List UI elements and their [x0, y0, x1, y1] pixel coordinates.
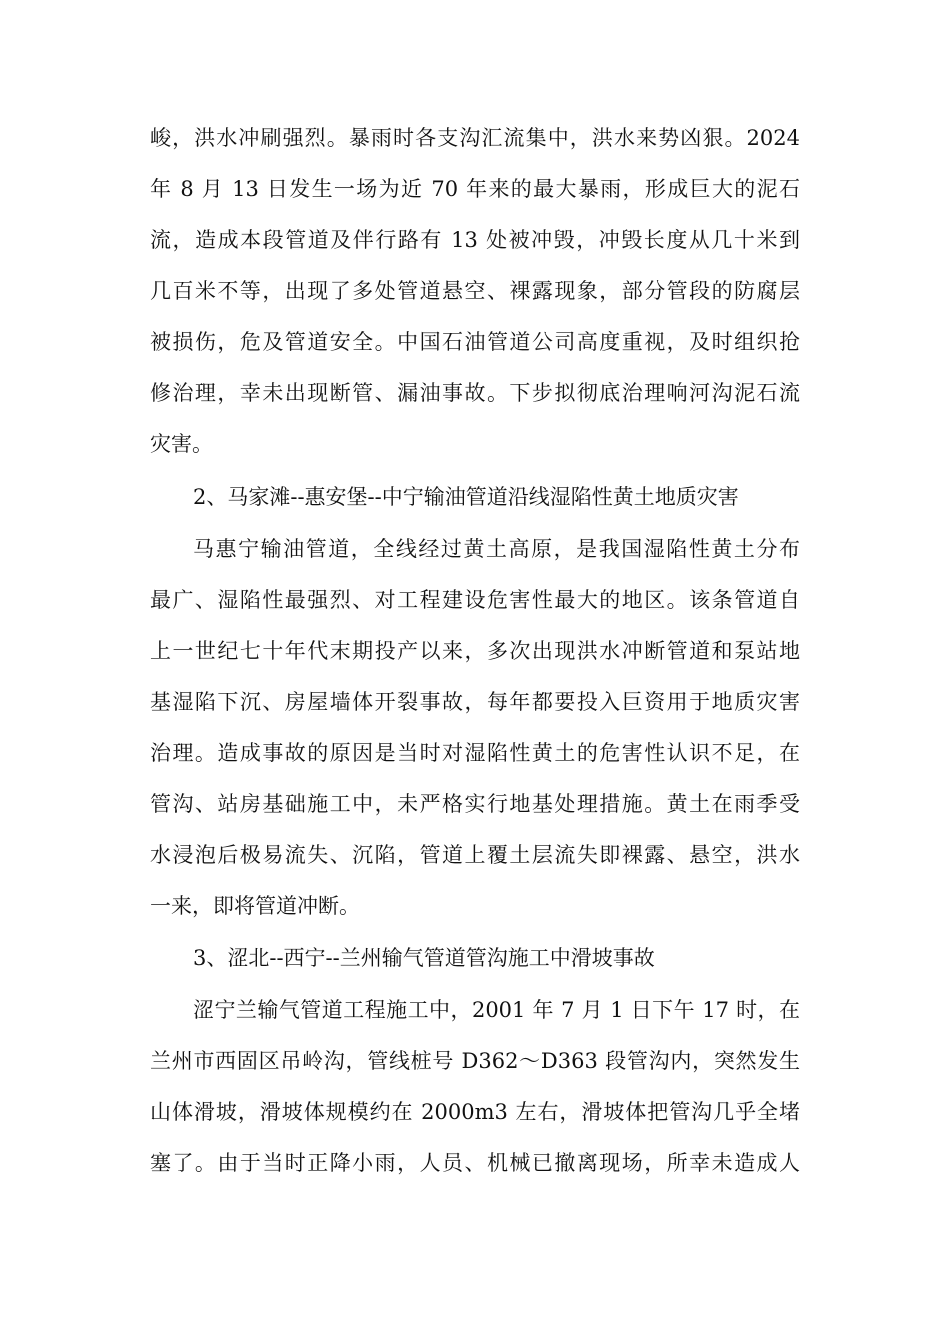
text-line: 基湿陷下沉、房屋墙体开裂事故，每年都要投入巨资用于地质灾害 [150, 690, 800, 714]
text-line: 马惠宁输油管道，全线经过黄土高原，是我国湿陷性黄土分布 [193, 537, 800, 561]
text-line: 上一世纪七十年代末期投产以来，多次出现洪水冲断管道和泵站地 [150, 639, 800, 663]
text-line: 兰州市西固区吊岭沟，管线桩号 D362～D363 段管沟内，突然发生 [150, 1049, 800, 1073]
text-line: 一来，即将管道冲断。 [150, 894, 360, 918]
text-line: 灾害。 [150, 432, 213, 456]
text-line: 塞了。由于当时正降小雨，人员、机械已撤离现场，所幸未造成人 [150, 1151, 800, 1175]
text-line: 水浸泡后极易流失、沉陷，管道上覆土层流失即裸露、悬空，洪水 [150, 843, 800, 867]
text-line: 峻，洪水冲刷强烈。暴雨时各支沟汇流集中，洪水来势凶狠。2024 [150, 126, 800, 150]
text-line: 修治理，幸未出现断管、漏油事故。下步拟彻底治理响河沟泥石流 [150, 381, 800, 405]
text-line: 治理。造成事故的原因是当时对湿陷性黄土的危害性认识不足，在 [150, 741, 800, 765]
text-line: 流，造成本段管道及伴行路有 13 处被冲毁，冲毁长度从几十米到 [150, 228, 800, 252]
text-line: 年 8 月 13 日发生一场为近 70 年来的最大暴雨，形成巨大的泥石 [150, 177, 800, 201]
text-line: 管沟、站房基础施工中，未严格实行地基处理措施。黄土在雨季受 [150, 792, 800, 816]
text-line: 山体滑坡，滑坡体规模约在 2000m3 左右，滑坡体把管沟几乎全堵 [150, 1100, 800, 1124]
section-heading: 3、涩北--西宁--兰州输气管道管沟施工中滑坡事故 [193, 946, 655, 970]
text-line: 最广、湿陷性最强烈、对工程建设危害性最大的地区。该条管道自 [150, 588, 800, 612]
section-heading: 2、马家滩--惠安堡--中宁输油管道沿线湿陷性黄土地质灾害 [193, 485, 739, 509]
text-line: 几百米不等，出现了多处管道悬空、裸露现象，部分管段的防腐层 [150, 279, 800, 303]
text-line: 涩宁兰输气管道工程施工中，2001 年 7 月 1 日下午 17 时，在 [193, 998, 800, 1022]
text-line: 被损伤，危及管道安全。中国石油管道公司高度重视，及时组织抢 [150, 330, 800, 354]
